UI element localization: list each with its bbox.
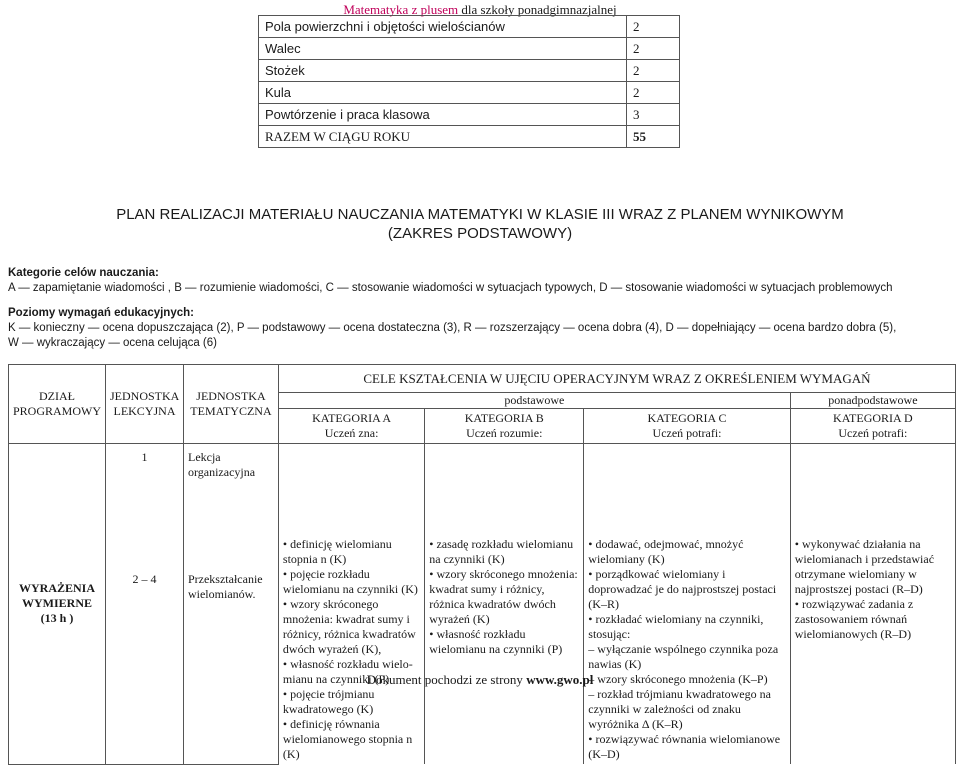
levels-line-1: K — konieczny — ocena dopuszczająca (2), P — podstawowy — ocena dostateczna (3), R — rozszerzający — ocena dobra (4), D — dopełniający — ocena bardzo dobra (5), — [8, 322, 897, 334]
lesson-topic: Lekcja organizacyjna — [183, 444, 278, 570]
cell-cat-d — [790, 444, 955, 765]
col-header-lekcyjna: JEDNOSTKA LEKCYJNA — [106, 365, 184, 444]
levels-section — [8, 306, 896, 351]
levels-heading: Poziomy wymagań edukacyjnych: — [8, 307, 194, 319]
categories-section — [8, 266, 893, 296]
row-label: Walec — [259, 38, 627, 60]
table-row — [259, 38, 680, 60]
lesson-number: 1 — [106, 444, 184, 570]
header-cat-b: KATEGORIA B Uczeń rozumie: — [425, 409, 584, 444]
title-line-1: PLAN REALIZACJI MATERIAŁU NAUCZANIA MATEMATYKI W KLASIE III WRAZ Z PLANEM WYNIKOWYM — [116, 206, 844, 223]
requirement-list — [795, 537, 951, 642]
col-header-dzial: DZIAŁ PROGRAMOWY — [9, 365, 106, 444]
footer-text: Dokument pochodzi ze strony — [366, 672, 527, 687]
table-row — [259, 104, 680, 126]
header-cat-c: KATEGORIA C Uczeń potrafi: — [584, 409, 790, 444]
row-label: Stożek — [259, 60, 627, 82]
requirement-item: • definicję równania wielomianowego stopnia n (K) — [282, 717, 413, 761]
requirement-item: • rozwiązywać zadania z zastosowaniem równań wielomianowych (R–D) — [794, 597, 914, 641]
row-hours: 2 — [627, 82, 680, 104]
requirement-item: • porządkować wielomiany i doprowadzać je do najprostszej postaci (K–R) — [588, 567, 777, 611]
header-rest: dla szkoły ponadgimnazjalnej — [458, 2, 617, 17]
requirement-item: • zasadę rozkładu wielomianu na czynniki (K) — [429, 537, 574, 566]
header-podstawowe: podstawowe — [278, 393, 790, 409]
brand-name: Matematyka z plusem — [343, 2, 459, 17]
lesson-2-topic: Przekształcanie wielomianów. — [183, 570, 278, 765]
col-header-tematyczna: JEDNOSTKA TEMATYCZNA — [183, 365, 278, 444]
table-row — [259, 60, 680, 82]
row-hours: 2 — [627, 16, 680, 38]
row-label: RAZEM W CIĄGU ROKU — [259, 126, 627, 148]
table-row-total — [259, 126, 680, 148]
page-title — [0, 205, 960, 243]
summary-table — [258, 15, 680, 148]
footer-site-link[interactable]: www.gwo.pl — [526, 672, 594, 687]
requirement-item: – wyłączanie wspólnego czynnika poza nawias (K) — [588, 642, 779, 671]
requirement-item: – wzory skróconego mnożenia (K–P) — [588, 672, 768, 686]
categories-text: A — zapamiętanie wiadomości , B — rozumienie wiadomości, C — stosowanie wiadomości w sytuacjach typowych, D — stosowanie wiadomości w sytuacjach problemowych — [8, 282, 893, 294]
table-row — [259, 82, 680, 104]
footer — [0, 672, 960, 688]
row-label: Powtórzenie i praca klasowa — [259, 104, 627, 126]
requirement-item: • własność rozkładu wielomianu na czynniki (P) — [429, 627, 563, 656]
requirement-item: • wzory skróconego mnożenia: kwadrat sumy i różnicy, różnica kwadratów dwóch wyrażeń (K) — [429, 567, 578, 626]
requirement-item: • rozkładać wielomiany na czynniki, stosując: — [588, 612, 764, 641]
row-hours: 3 — [627, 104, 680, 126]
categories-heading: Kategorie celów nauczania: — [8, 267, 159, 279]
requirement-item: • dodawać, odejmować, mnożyć wielomiany (K) — [588, 537, 744, 566]
requirement-list — [283, 537, 420, 762]
header-ponadpodstawowe: ponadpodstawowe — [790, 393, 955, 409]
plan-table — [8, 364, 956, 765]
requirement-item: • definicję wielomianu stopnia n (K) — [282, 537, 392, 566]
requirement-item: – rozkład trójmianu kwadratowego na czynniki w zależności od znaku wyróżnika Δ (K–R) — [588, 687, 771, 731]
title-line-2: (ZAKRES PODSTAWOWY) — [387, 225, 573, 242]
lesson-2-number: 2 – 4 — [106, 570, 184, 765]
requirement-item: • rozwiązywać równania wielomianowe (K–D) — [588, 732, 781, 761]
row-hours: 55 — [627, 126, 680, 148]
dzial-name: WYRAŻENIA WYMIERNE (13 h ) — [9, 444, 106, 765]
cell-cat-b — [425, 444, 584, 765]
col-header-cele: CELE KSZTAŁCENIA W UJĘCIU OPERACYJNYM WRAZ Z OKREŚLENIEM WYMAGAŃ — [278, 365, 955, 393]
row-hours: 2 — [627, 60, 680, 82]
row-hours: 2 — [627, 38, 680, 60]
header-cat-d: KATEGORIA D Uczeń potrafi: — [790, 409, 955, 444]
requirement-item: • pojęcie rozkładu wielomianu na czynniki (K) — [282, 567, 418, 596]
row-label: Kula — [259, 82, 627, 104]
requirement-item: • wykonywać działania na wielomianach i przedstawiać otrzymane wielomiany w najprostszej postaci (R–D) — [794, 537, 935, 596]
requirement-list — [429, 537, 579, 657]
header-cat-a: KATEGORIA A Uczeń zna: — [278, 409, 424, 444]
levels-line-2: W — wykraczający — ocena celująca (6) — [8, 337, 217, 349]
cell-cat-a — [278, 444, 424, 765]
cell-cat-c — [584, 444, 790, 765]
table-row — [259, 16, 680, 38]
requirement-list — [588, 537, 785, 762]
requirement-item: • wzory skróconego mnożenia: kwadrat sumy i różnicy, różnica kwadratów dwóch wyrażeń (K), — [282, 597, 416, 656]
requirement-item: • własność rozkładu wielomianu na czynniki (P) — [282, 657, 413, 686]
row-label: Pola powierzchni i objętości wielościanów — [259, 16, 627, 38]
requirement-item: • pojęcie trójmianu kwadratowego (K) — [282, 687, 375, 716]
